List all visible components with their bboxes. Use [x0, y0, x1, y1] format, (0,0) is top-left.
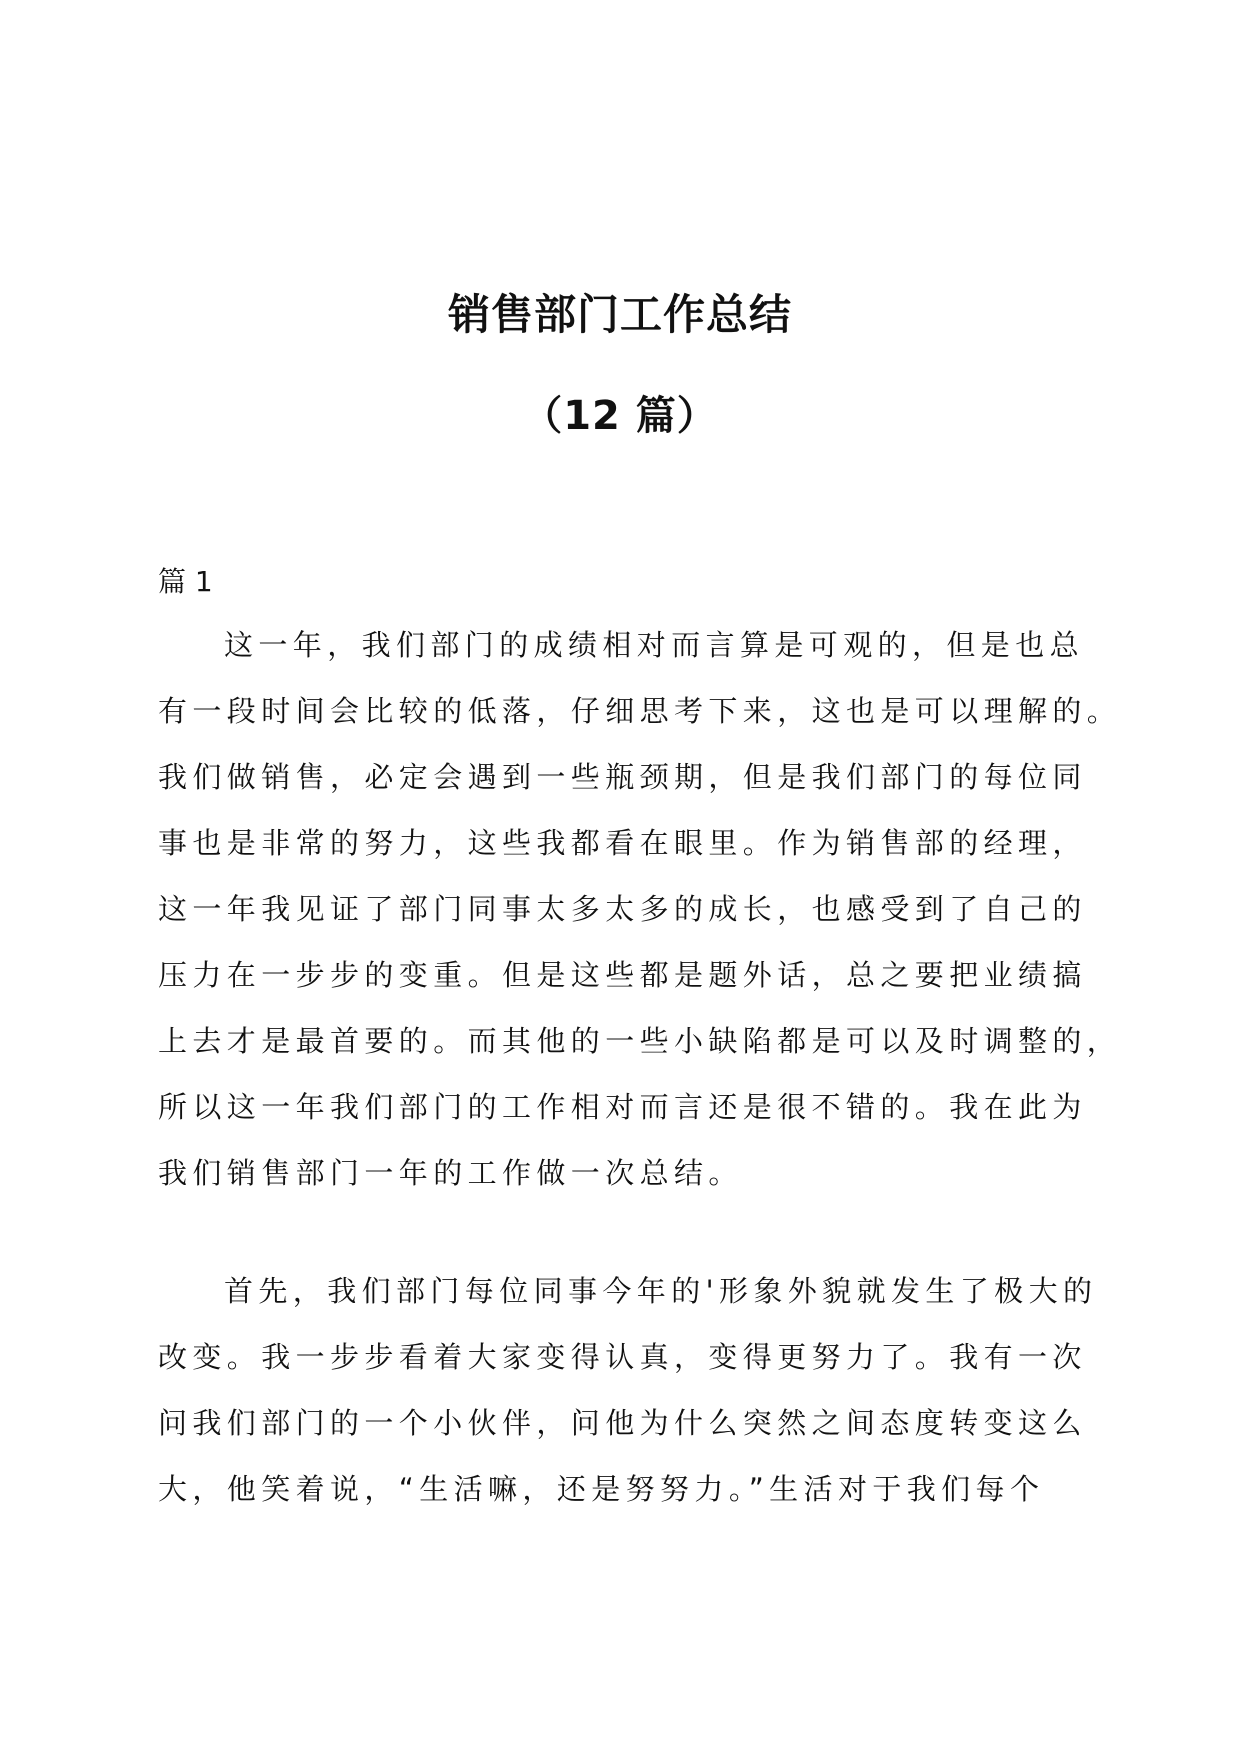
- paragraph-line: 我们销售部门一年的工作做一次总结。: [158, 1156, 743, 1190]
- paragraph-line: 所以这一年我们部门的工作相对而言还是很不错的。我在此为: [158, 1090, 1087, 1124]
- paragraph-line: 事也是非常的努力，这些我都看在眼里。作为销售部的经理，: [158, 826, 1087, 860]
- paragraph-line: 压力在一步步的变重。但是这些都是题外话，总之要把业绩搞: [158, 958, 1087, 992]
- document-subtitle: （12 篇）: [522, 393, 718, 439]
- section-label: 篇 1: [158, 565, 213, 598]
- paragraph-line: 这一年，我们部门的成绩相对而言算是可观的，但是也总: [224, 628, 1085, 662]
- paragraph-line: 我们做销售，必定会遇到一些瓶颈期，但是我们部门的每位同: [158, 760, 1087, 794]
- paragraph-line: 首先，我们部门每位同事今年的'形象外貌就发生了极大的: [224, 1274, 1098, 1308]
- document-title: 销售部门工作总结: [447, 290, 792, 339]
- paragraph-line: 上去才是最首要的。而其他的一些小缺陷都是可以及时调整的，: [158, 1024, 1122, 1058]
- paragraph-1: [158, 612, 1122, 1206]
- paragraph-line: 这一年我见证了部门同事太多太多的成长，也感受到了自己的: [158, 892, 1087, 926]
- paragraph-line: 问我们部门的一个小伙伴，问他为什么突然之间态度转变这么: [158, 1406, 1087, 1440]
- paragraph-2: [158, 1258, 1098, 1522]
- paragraph-line: 改变。我一步步看着大家变得认真，变得更努力了。我有一次: [158, 1340, 1087, 1374]
- paragraph-line: 大，他笑着说，“生活嘛，还是努努力。”生活对于我们每个: [158, 1472, 1045, 1506]
- paragraph-line: 有一段时间会比较的低落，仔细思考下来，这也是可以理解的。: [158, 694, 1122, 728]
